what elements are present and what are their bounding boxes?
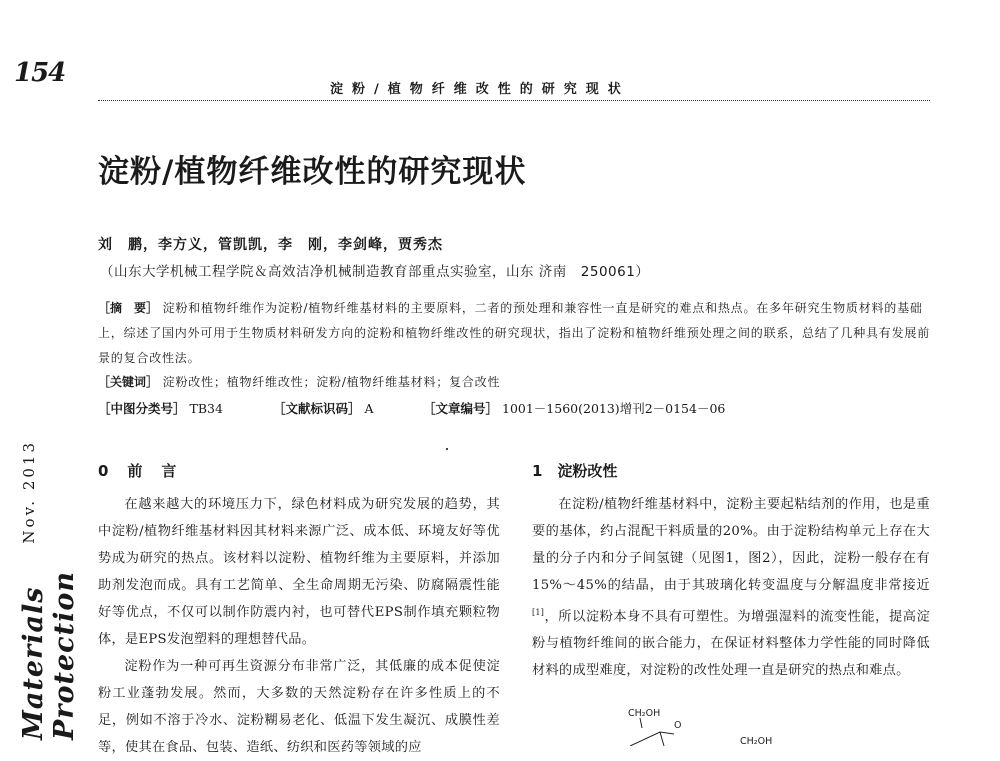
doc-label: ［文献标识码］ xyxy=(273,401,361,416)
keywords xyxy=(98,373,500,390)
page-number: 154 xyxy=(14,58,66,88)
figure-label-ch2oh: CH₂OH xyxy=(628,708,661,719)
affiliation: （山东大学机械工程学院＆高效洁净机械制造教育部重点实验室，山东 济南 250061） xyxy=(100,264,650,280)
figure-label-ch2oh-2: CH₂OH xyxy=(740,736,773,746)
paragraph: 在越来越大的环境压力下，绿色材料成为研究发展的趋势，其中淀粉/植物纤维基材料因其材料来源广泛、成本低、环境友好等优势成为研究的热点。该材料以淀粉、植物纤维为主要原料，并添加助剂发泡而成。具有工艺简单、全生命周期无污染、防腐隔震性能好等优点，不仅可以制作防震内衬，也可替代EPS制作填充颗粒物体，是EPS发泡塑料的理想替代品。 xyxy=(98,497,500,647)
section-heading-starch: 1 淀粉改性 xyxy=(532,462,618,480)
abstract xyxy=(98,296,933,371)
paragraph-text: ，所以淀粉本身不具有可塑性。为增强湿料的流变性能，提高淀粉与植物纤维间的嵌合能力，在保证材料整体力学性能的同时降低材料的成型难度，对淀粉的改性处理一直是研究的热点和难点。 xyxy=(532,609,930,679)
issue-date: Nov. 2013 xyxy=(20,440,38,544)
art-value: 1001－1560(2013)增刊2－0154－06 xyxy=(502,401,726,416)
header-divider xyxy=(98,100,930,101)
clc-label: ［中图分类号］ xyxy=(98,401,186,416)
paragraph: 淀粉作为一种可再生资源分布非常广泛，其低廉的成本促使淀粉工业蓬勃发展。然而，大多数的天然淀粉存在许多性质上的不足，例如不溶于冷水、淀粉糊易老化、低温下发生凝沉、成膜性差等，使其在食品、包装、造纸、纺织和医药等领域的应 xyxy=(98,659,500,755)
author-list: 刘 鹏，李方义，管凯凯，李 刚，李剑峰，贾秀杰 xyxy=(98,237,443,253)
article-number xyxy=(423,399,725,417)
paragraph xyxy=(532,491,930,684)
clc-code xyxy=(98,399,273,417)
classification-row xyxy=(98,399,958,417)
citation: [1] xyxy=(532,608,545,617)
figure-bonds xyxy=(630,718,674,746)
section-heading-intro: 0 前 言 xyxy=(98,462,179,480)
stray-dot xyxy=(446,448,448,450)
doc-code xyxy=(273,399,423,417)
keywords-text: 淀粉改性；植物纤维改性；淀粉/植物纤维基材料；复合改性 xyxy=(162,375,501,389)
abstract-text: 淀粉和植物纤维作为淀粉/植物纤维基材料的主要原料，二者的预处理和兼容性一直是研究的难点和热点。在多年研究生物质材料的基础上，综述了国内外可用于生物质材料研发方向的淀粉和植物纤维改性的研究现状，指出了淀粉和植物纤维预处理之间的联系，总结了几种具有发展前景的复合改性法。 xyxy=(98,301,931,365)
margin-journal-info xyxy=(14,440,80,740)
figure-label-o: O xyxy=(674,720,682,731)
left-column xyxy=(98,491,500,761)
article-title: 淀粉/植物纤维改性的研究现状 xyxy=(98,154,527,190)
keywords-label: ［关键词］ xyxy=(98,375,159,389)
running-title: 淀粉/植物纤维改性的研究现状 xyxy=(330,82,630,97)
art-label: ［文章编号］ xyxy=(423,401,499,416)
doc-value: A xyxy=(364,401,374,416)
paragraph-text: 在淀粉/植物纤维基材料中，淀粉主要起粘结剂的作用，也是重要的基体，约占混配干料质量的20%。由于淀粉结构单元上存在大量的分子内和分子间氢键（见图1，图2），因此，淀粉一般存在有15%～45%的结晶，由于其玻璃化转变温度与分解温度非常接近 xyxy=(532,497,930,593)
abstract-label: ［摘 要］ xyxy=(98,301,159,315)
right-column xyxy=(532,491,930,684)
clc-value: TB34 xyxy=(189,401,223,416)
journal-name: Materials Protection xyxy=(18,571,80,740)
starch-structure-figure xyxy=(590,706,790,746)
